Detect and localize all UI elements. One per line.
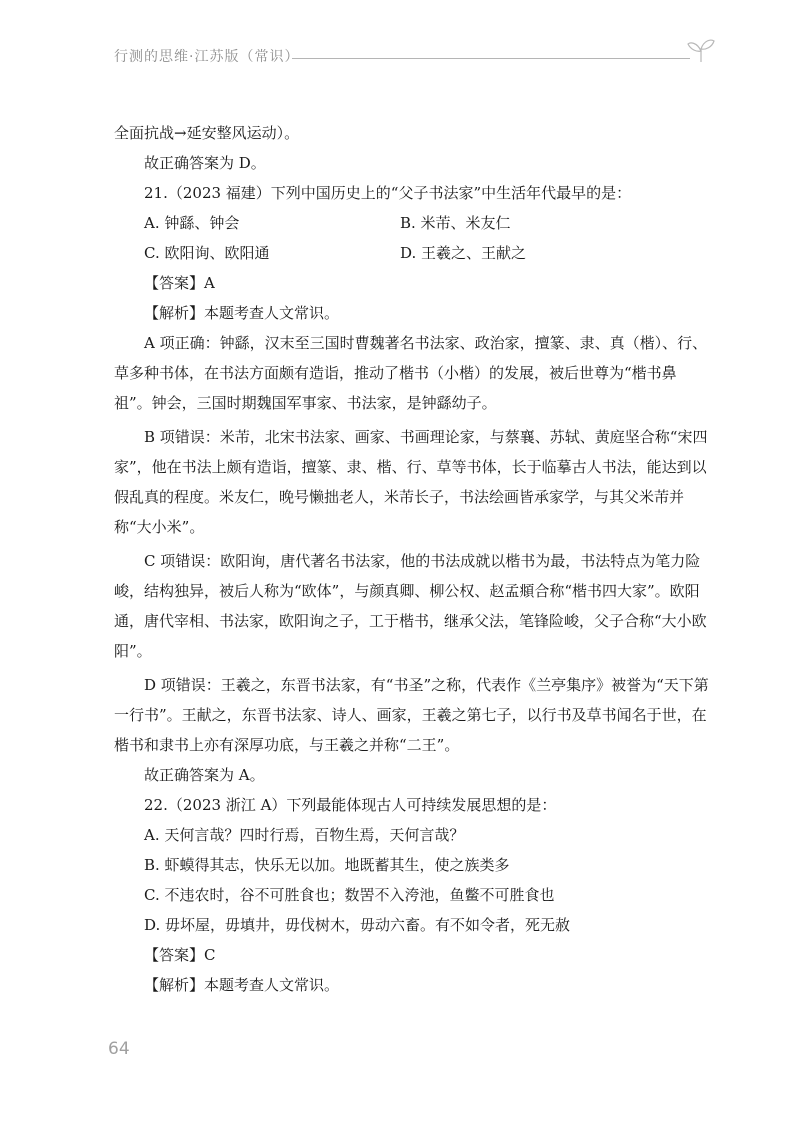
question-22-answer: 【答案】C — [144, 946, 216, 964]
header-rule — [292, 58, 690, 59]
question-21-option-b: B. 米芾、米友仁 — [400, 214, 511, 232]
book-title: 行测的思维·江苏版（常识） — [114, 49, 300, 65]
continued-text: 全面抗战→延安整风运动）。 — [114, 124, 300, 142]
question-22-option-a: A. 天何言哉？四时行焉，百物生焉，天何言哉？ — [144, 826, 465, 844]
question-21-option-d: D. 王羲之、王献之 — [400, 244, 527, 262]
question-22-stem: 22.（2023 浙江 A）下列最能体现古人可持续发展思想的是： — [144, 796, 557, 814]
question-22-analysis-title: 【解析】本题考查人文常识。 — [144, 976, 340, 994]
question-22-option-c: C. 不违农时，谷不可胜食也；数罟不入洿池，鱼鳖不可胜食也 — [144, 886, 555, 904]
page-number: 64 — [108, 1039, 130, 1059]
question-21-stem: 21.（2023 福建）下列中国历史上的“父子书法家”中生活年代最早的是： — [144, 184, 632, 202]
question-21-options-row-1 — [114, 208, 714, 238]
sprout-icon — [686, 38, 716, 62]
page-content — [114, 118, 714, 1000]
question-21-answer: 【答案】A — [144, 274, 215, 292]
running-header — [114, 44, 714, 74]
previous-answer-conclusion: 故正确答案为 D。 — [144, 154, 266, 172]
question-21-conclusion: 故正确答案为 A。 — [144, 766, 265, 784]
question-21-option-a: A. 钟繇、钟会 — [144, 214, 240, 232]
question-22-option-b: B. 虾蟆得其志，快乐无以加。地既蓄其生，使之族类多 — [144, 856, 510, 874]
question-21-option-c: C. 欧阳询、欧阳通 — [144, 244, 270, 262]
question-21-analysis-b: B 项错误：米芾，北宋书法家、画家、书画理论家，与蔡襄、苏轼、黄庭坚合称“宋四家”，他在书法上颇有造诣，擅篆、隶、楷、行、草等书体，长于临摹古人书法，能达到以假乱真的程度。米友仁，晚号懒拙老人，米芾长子，书法绘画皆承家学，与其父米芾并称“大小米”。 — [114, 428, 708, 536]
question-21-analysis-d: D 项错误：王羲之，东晋书法家，有“书圣”之称，代表作《兰亭集序》被誉为“天下第一行书”。王献之，东晋书法家、诗人、画家，王羲之第七子，以行书及草书闻名于世，在楷书和隶书上亦有深厚功底，与王羲之并称“二王”。 — [114, 676, 709, 754]
question-22-option-d: D. 毋坏屋，毋填井，毋伐树木，毋动六畜。有不如令者，死无赦 — [144, 916, 571, 934]
question-21-analysis-title: 【解析】本题考查人文常识。 — [144, 304, 340, 322]
question-21-analysis-a: A 项正确：钟繇，汉末至三国时曹魏著名书法家、政治家，擅篆、隶、真（楷）、行、草多种书体，在书法方面颇有造诣，推动了楷书（小楷）的发展，被后世尊为“楷书鼻祖”。钟会，三国时期魏国军事家、书法家，是钟繇幼子。 — [114, 334, 708, 412]
question-21-analysis-c: C 项错误：欧阳询，唐代著名书法家，他的书法成就以楷书为最，书法特点为笔力险峻，结构独异，被后人称为“欧体”，与颜真卿、柳公权、赵孟頫合称“楷书四大家”。欧阳通，唐代宰相、书法家，欧阳询之子，工于楷书，继承父法，笔锋险峻，父子合称“大小欧阳”。 — [114, 552, 707, 660]
question-21-options-row-2 — [114, 238, 714, 268]
